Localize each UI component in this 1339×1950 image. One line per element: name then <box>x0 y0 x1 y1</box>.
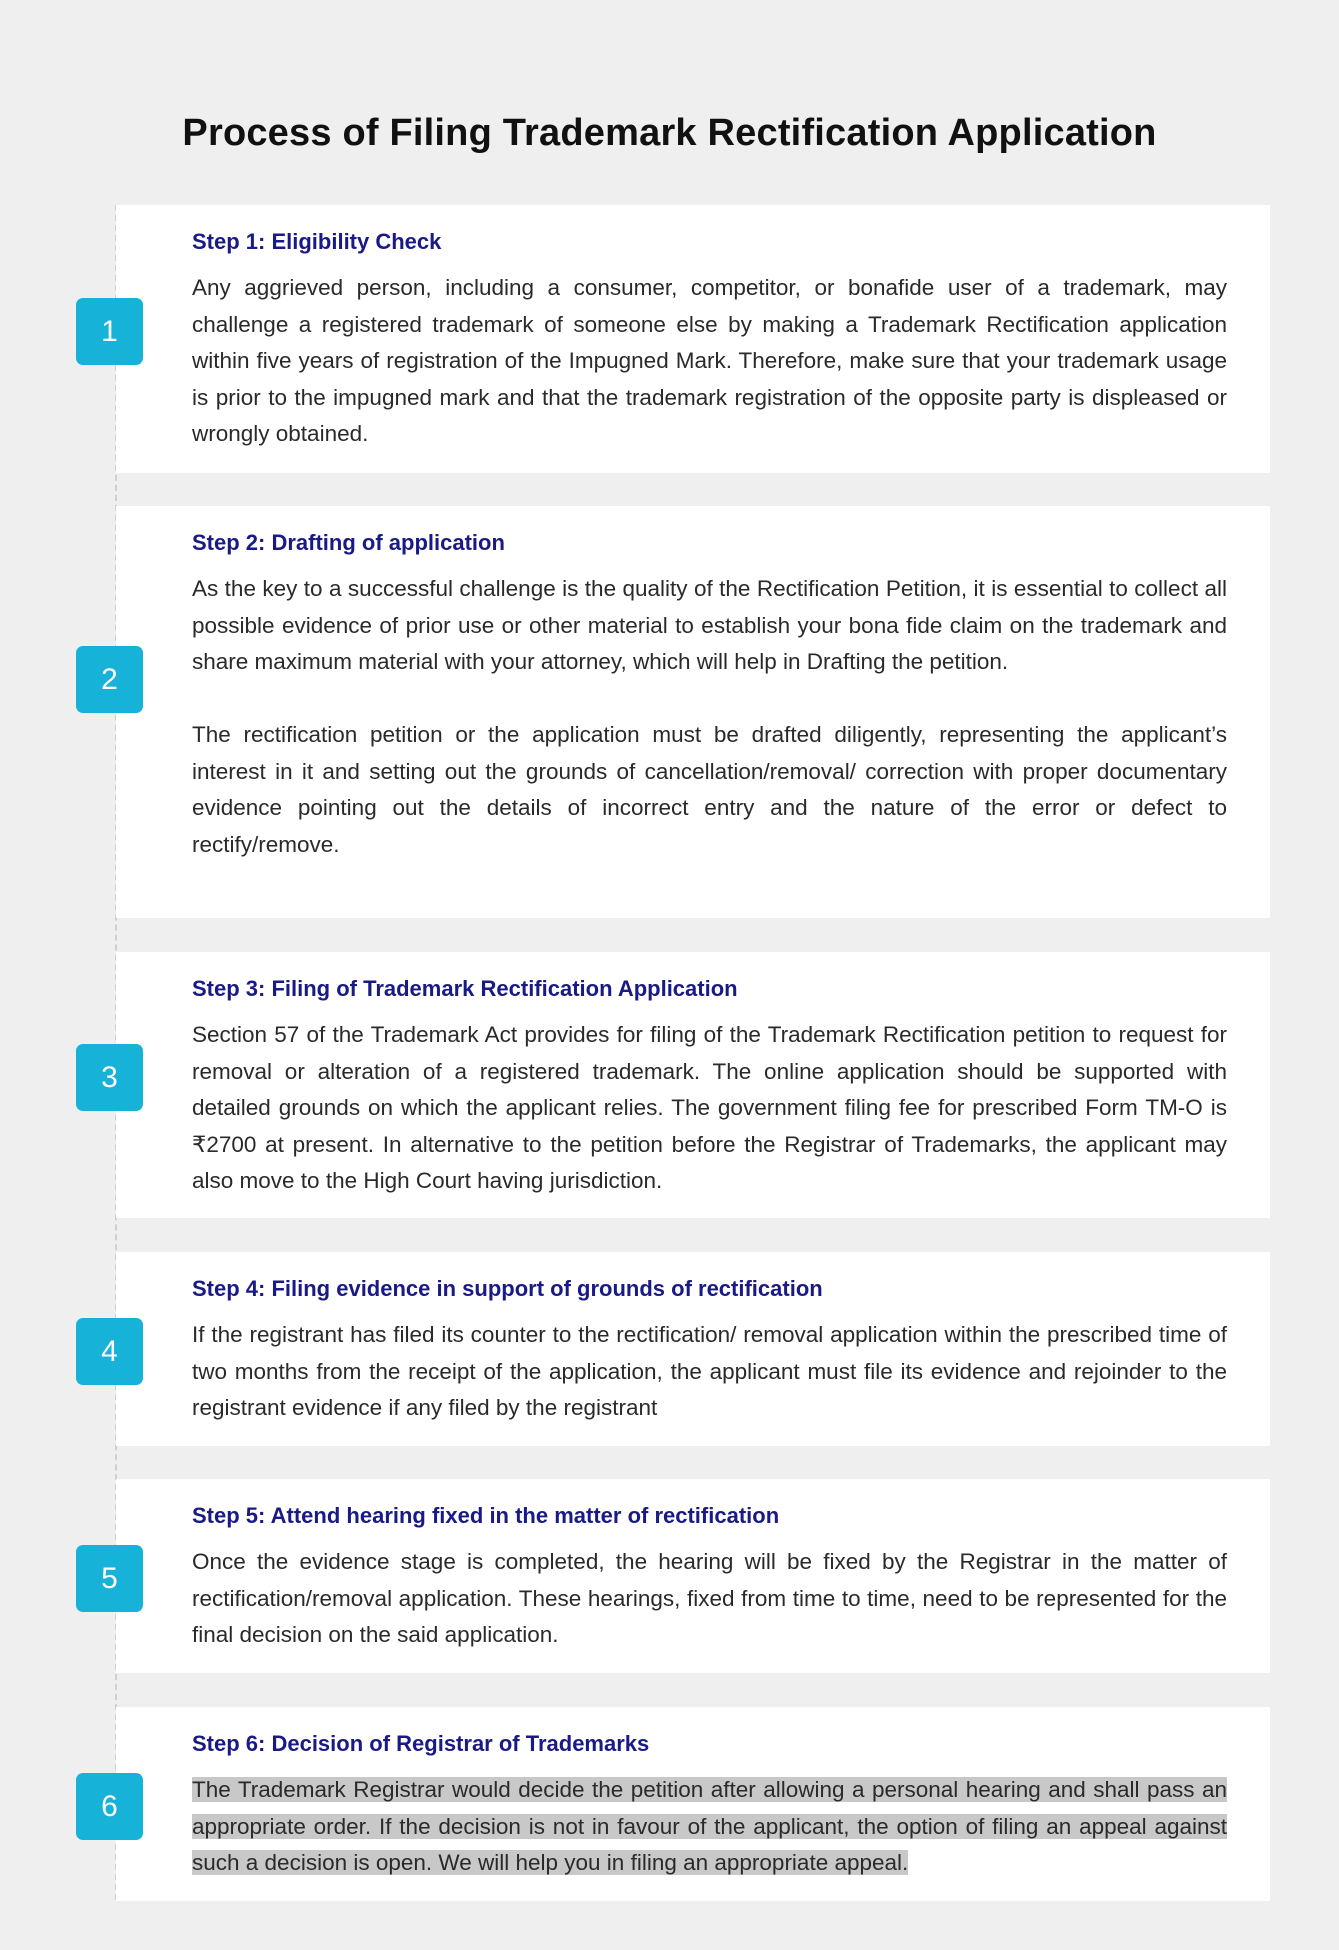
page-title: Process of Filing Trademark Rectification Application <box>182 112 1157 154</box>
step-description: As the key to a successful challenge is the quality of the Rectification Petition, it is essential to collect all possible evidence of prior use or other material to establish your bona fide claim on the trademark and share maximum material with your attorney, which will help in Drafting the petition. <box>192 576 1227 674</box>
step-title: Step 6: Decision of Registrar of Trademarks <box>192 1731 650 1756</box>
step-description: Once the evidence stage is completed, the hearing will be fixed by the Registrar in the matter of rectification/removal application. These hearings, fixed from time to time, need to be represented for the final decision on the said application. <box>192 1549 1227 1647</box>
step-card-4 <box>116 1252 1270 1446</box>
step-card-2 <box>116 506 1270 918</box>
step-card-6 <box>116 1707 1270 1901</box>
step-card-1 <box>116 205 1270 473</box>
step-number-badge-6: 6 <box>76 1773 143 1840</box>
step-number-badge-2: 2 <box>76 646 143 713</box>
step-number-badge-5: 5 <box>76 1545 143 1612</box>
step-description: Section 57 of the Trademark Act provides for filing of the Trademark Rectification petition to request for removal or alteration of a registered trademark. The online application should be supported with detailed grounds on which the applicant relies. The government filing fee for prescribed Form TM-O is ₹2700 at present. In alternative to the petition before the Registrar of Trademarks, the applicant may also move to the High Court having jurisdiction. <box>192 1022 1227 1193</box>
step-title: Step 2: Drafting of application <box>192 530 505 555</box>
step-card-5 <box>116 1479 1270 1673</box>
step-title: Step 4: Filing evidence in support of grounds of rectification <box>192 1276 823 1301</box>
step-number-badge-1: 1 <box>76 298 143 365</box>
step-description: The rectification petition or the application must be drafted diligently, representing the applicant’s interest in it and setting out the grounds of cancellation/removal/ correction with proper documentary evidence pointing out the details of incorrect entry and the nature of the error or defect to rectify/remove. <box>192 722 1227 857</box>
step-number-badge-4: 4 <box>76 1318 143 1385</box>
step-number-badge-3: 3 <box>76 1044 143 1111</box>
step-title: Step 5: Attend hearing fixed in the matter of rectification <box>192 1503 780 1528</box>
step-card-3 <box>116 952 1270 1218</box>
step-description: If the registrant has filed its counter to the rectification/ removal application within the prescribed time of two months from the receipt of the application, the applicant must file its evidence and rejoinder to the registrant evidence if any filed by the registrant <box>192 1322 1227 1420</box>
step-description <box>192 1772 1227 1882</box>
step-title: Step 1: Eligibility Check <box>192 229 442 254</box>
step-title: Step 3: Filing of Trademark Rectification Application <box>192 976 738 1001</box>
step-description: Any aggrieved person, including a consumer, competitor, or bonafide user of a trademark, may challenge a registered trademark of someone else by making a Trademark Rectification application within five years of registration of the Impugned Mark. Therefore, make sure that your trademark usage is prior to the impugned mark and that the trademark registration of the opposite party is displeased or wrongly obtained. <box>192 275 1227 446</box>
selected-text[interactable]: The Trademark Registrar would decide the petition after allowing a personal hearing and shall pass an appropriate order. If the decision is not in favour of the applicant, the option of filing an appeal against such a decision is open. We will help you in filing an appropriate appeal. <box>192 1777 1227 1875</box>
